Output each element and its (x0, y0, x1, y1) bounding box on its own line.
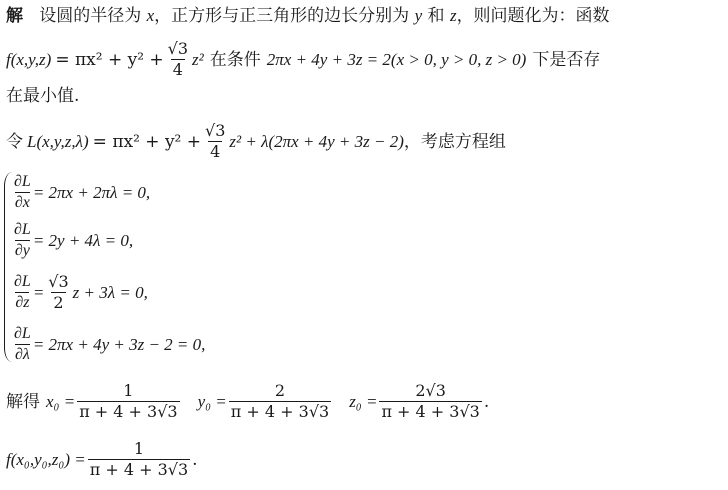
denominator: ∂y (14, 242, 30, 259)
equation-rhs: = 2y + 4λ = 0, (32, 230, 134, 250)
problem-statement-line-3 (6, 84, 79, 108)
var-y: y (414, 6, 423, 25)
constraint-expr: 2πx + 4y + 3z = 2(x > 0, y > 0, z > 0) (266, 49, 527, 69)
partial-fraction (14, 324, 31, 365)
expr: z² (192, 49, 204, 69)
numerator: ∂L (14, 325, 31, 342)
denominator: 4 (172, 60, 183, 79)
equation-rhs: = (32, 282, 45, 302)
z0-fraction (379, 382, 481, 421)
x0-fraction (77, 382, 179, 421)
text: 下是否存 (532, 49, 601, 70)
solution-label: 解 (6, 6, 23, 26)
numerator: √3 (205, 121, 226, 140)
text: ，考虑方程组 (403, 131, 506, 152)
numerator: 2√3 (415, 381, 446, 400)
result-lhs: f(x₀,y₀,z₀) = (6, 449, 86, 469)
text: 在最小值. (6, 86, 80, 106)
problem-statement-line-2 (6, 40, 600, 79)
denominator: π + 4 + 3√3 (230, 402, 330, 421)
y0-label: y₀ = (197, 391, 227, 411)
denominator: ∂λ (14, 346, 30, 363)
text: 令 (6, 131, 23, 152)
denominator: π + 4 + 3√3 (381, 402, 480, 421)
problem-statement-line-1 (6, 4, 610, 28)
y0-fraction (229, 382, 331, 421)
left-brace (4, 172, 13, 362)
equation-rhs: = 2πx + 2πλ = 0, (32, 182, 151, 202)
equation-rhs: z + 3λ = 0, (72, 282, 148, 302)
text: ，则问题化为：函数 (456, 6, 610, 26)
text: 和 (427, 6, 445, 26)
equation-rhs: = 2πx + 4y + 3z − 2 = 0, (32, 334, 206, 354)
numerator: √3 (48, 272, 69, 291)
result-fraction (88, 440, 190, 479)
denominator: π + 4 + 3√3 (79, 402, 178, 421)
period: . (192, 449, 198, 470)
numerator: √3 (167, 39, 189, 58)
fraction-sqrt3-over-2 (46, 273, 70, 312)
text: 设圆的半径为 (39, 6, 142, 26)
partial-fraction (14, 272, 31, 313)
denominator: ∂x (14, 194, 30, 211)
result-line (6, 440, 198, 479)
expr: z² + λ(2πx + 4y + 3z − 2) (229, 131, 404, 151)
equation-row (14, 172, 150, 213)
denominator: π + 4 + 3√3 (89, 460, 189, 479)
equation-row (14, 220, 133, 261)
partial-fraction (14, 172, 31, 213)
numerator: 1 (133, 439, 145, 458)
var-x: x (146, 6, 155, 25)
expr: = πx² + y² + (92, 131, 202, 152)
z0-label: z₀ = (349, 391, 378, 411)
solution-line (6, 382, 489, 421)
numerator: ∂L (14, 273, 31, 290)
equation-row (14, 324, 205, 365)
var-z: z (449, 6, 457, 25)
denominator: ∂z (15, 294, 30, 311)
text: 在条件 (209, 49, 261, 70)
period: . (483, 391, 490, 412)
x0-label: x₀ = (46, 391, 76, 411)
fraction-sqrt3-over-4 (203, 122, 227, 161)
numerator: ∂L (14, 173, 31, 190)
numerator: 1 (123, 381, 134, 400)
lagrangian-line (6, 122, 506, 161)
equation-row (14, 272, 148, 313)
text: ，正方形与正三角形的边长分别为 (154, 6, 410, 26)
partial-fraction (14, 220, 31, 261)
fraction-sqrt3-over-4 (166, 40, 190, 79)
text: 解得 (6, 391, 40, 412)
numerator: 2 (274, 381, 286, 400)
lagrangian-L: L(x,y,z,λ) (27, 131, 89, 151)
denominator: 4 (210, 142, 221, 161)
denominator: 2 (53, 293, 64, 312)
expr: = πx² + y² + (55, 49, 164, 70)
function-f: f(x,y,z) (6, 49, 52, 69)
numerator: ∂L (14, 221, 31, 238)
